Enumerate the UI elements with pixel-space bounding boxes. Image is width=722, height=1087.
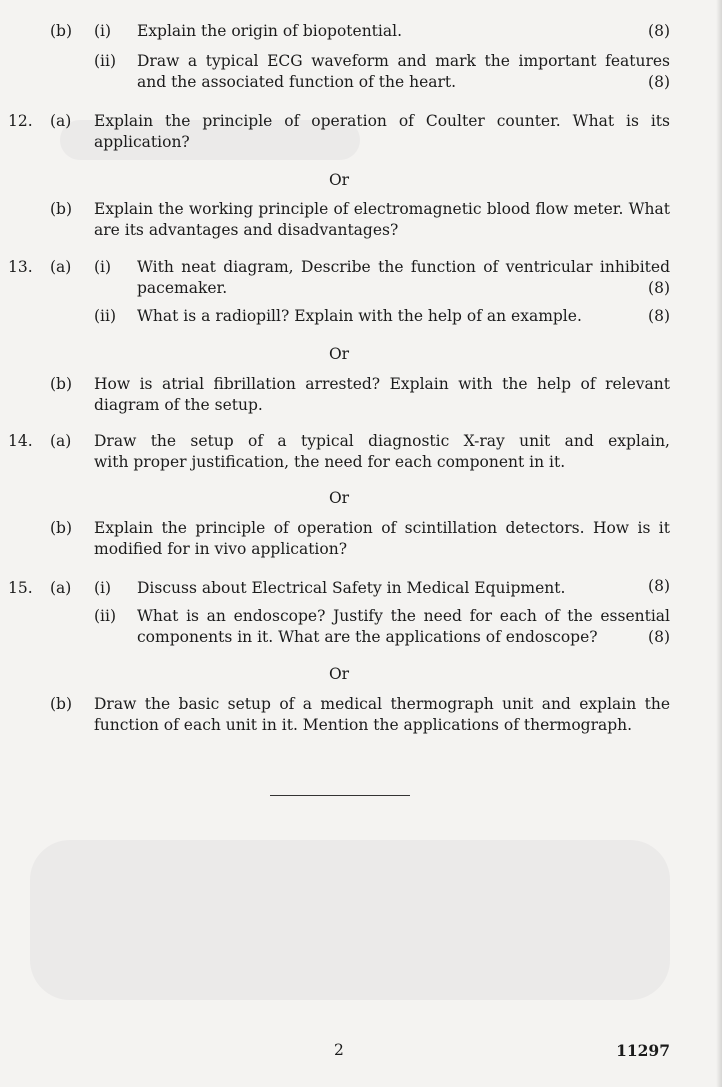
q13a-i-label: (i) <box>94 258 112 276</box>
q14-or: Or <box>328 489 350 507</box>
q12b-text: Explain the working principle of electromagnetic blood flow meter. What are its advantages and disadvantages? <box>94 200 670 239</box>
q15a-i-text: Discuss about Electrical Safety in Medical Equipment. <box>137 579 566 597</box>
q13a-i-marks: (8) <box>648 279 670 297</box>
q15a-ii-label: (ii) <box>94 607 117 625</box>
q11b-ii-marks: (8) <box>648 73 670 91</box>
q13a-ii-label: (ii) <box>94 307 117 325</box>
q13a-i-text: With neat diagram, Describe the function of ventricular inhibited pacemaker. <box>137 258 670 297</box>
q14-number: 14. <box>8 432 33 450</box>
q12b-label: (b) <box>50 200 73 218</box>
q15-number: 15. <box>8 579 33 597</box>
q15a-i-marks: (8) <box>648 577 670 595</box>
q15-or: Or <box>328 665 350 683</box>
q12a-label: (a) <box>50 112 72 130</box>
q15a-i-label: (i) <box>94 579 112 597</box>
q13a-label: (a) <box>50 258 72 276</box>
q14a-label: (a) <box>50 432 72 450</box>
q11b-ii-label: (ii) <box>94 52 117 70</box>
q11b-ii-text: Draw a typical ECG waveform and mark the important features and the associated function of the heart. <box>137 52 670 91</box>
q12-number: 12. <box>8 112 33 130</box>
q13b-text: How is atrial fibrillation arrested? Explain with the help of relevant diagram of the setup. <box>94 375 670 414</box>
q13-number: 13. <box>8 258 33 276</box>
q11b-i-label: (i) <box>94 22 112 40</box>
q14b-text: Explain the principle of operation of scintillation detectors. How is it modified for in vivo application? <box>94 519 670 558</box>
page-number: 2 <box>334 1041 344 1059</box>
q15b-text: Draw the basic setup of a medical thermograph unit and explain the function of each unit in it. Mention the applications of thermograph. <box>94 695 670 734</box>
q11b-i-marks: (8) <box>648 22 670 40</box>
page-edge-shadow <box>716 0 722 1087</box>
q13a-ii-marks: (8) <box>648 307 670 325</box>
q13a-ii-text: What is a radiopill? Explain with the help of an example. <box>137 307 582 325</box>
q13-or: Or <box>328 345 350 363</box>
q14a-text: Draw the setup of a typical diagnostic X-ray unit and explain, with proper justification, the need for each component in it. <box>94 432 670 471</box>
q12a-text: Explain the principle of operation of Coulter counter. What is its application? <box>94 112 670 151</box>
q11b-label: (b) <box>50 22 73 40</box>
q13b-label: (b) <box>50 375 73 393</box>
q15a-ii-text: What is an endoscope? Justify the need for each of the essential components in it. What are the applications of endoscope? <box>137 607 670 646</box>
paper-code: 11297 <box>616 1041 670 1060</box>
q12-or: Or <box>328 171 350 189</box>
q15a-ii-marks: (8) <box>648 628 670 646</box>
end-rule <box>270 795 410 796</box>
q11b-i-text: Explain the origin of biopotential. <box>137 22 402 40</box>
bleed-through-shadow <box>30 840 670 1000</box>
q14b-label: (b) <box>50 519 73 537</box>
q15b-label: (b) <box>50 695 73 713</box>
q15a-label: (a) <box>50 579 72 597</box>
